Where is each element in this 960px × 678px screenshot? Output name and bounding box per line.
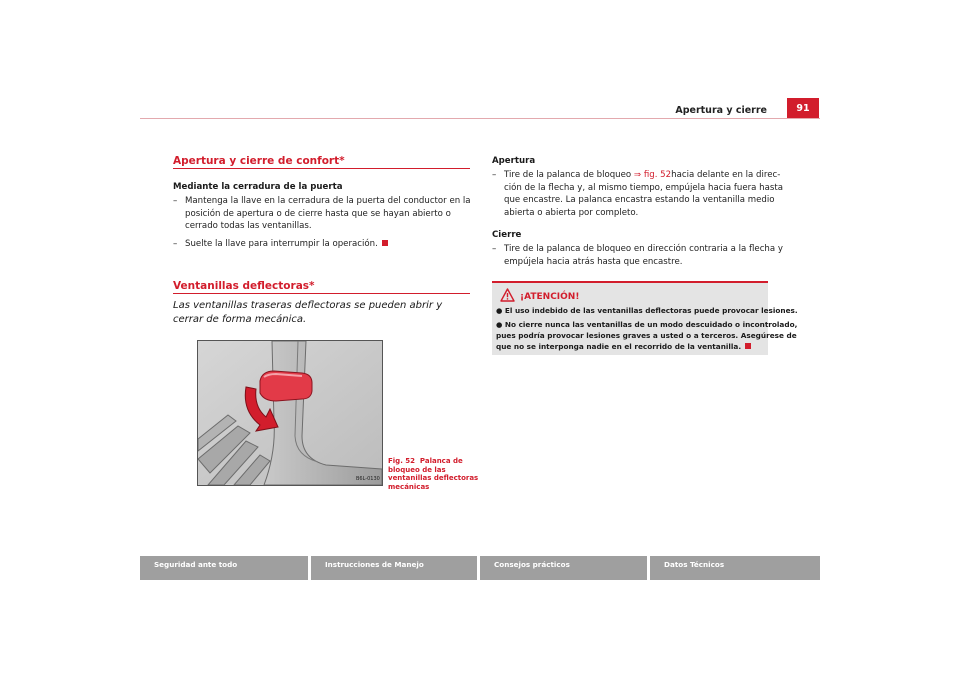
section-divider	[173, 168, 470, 169]
section-divider	[173, 293, 470, 294]
lever-illustration-icon	[198, 341, 382, 485]
item-text: hacia delante en la direc-	[671, 170, 781, 180]
warning-triangle-icon	[500, 288, 515, 302]
list-item	[492, 169, 783, 219]
footer-nav	[140, 556, 820, 580]
footer-tab-consejos[interactable]: Consejos prácticos	[480, 556, 647, 580]
list-item	[173, 238, 473, 251]
warning-title: ¡ATENCIÓN!	[520, 292, 580, 302]
page-number: 91	[787, 98, 819, 118]
section-heading-ventanillas: Ventanillas deflectoras*	[173, 280, 315, 292]
figure-lever-illustration	[197, 340, 383, 486]
bullet-icon: ●	[496, 306, 503, 315]
figure-reference-link[interactable]: fig. 52	[643, 170, 672, 180]
subheading-apertura: Apertura	[492, 156, 536, 166]
dash-marker: –	[492, 244, 497, 254]
bullet-icon: ●	[496, 320, 503, 329]
footer-tab-instrucciones[interactable]: Instrucciones de Manejo	[311, 556, 477, 580]
figure-caption-text: Palanca de bloqueo de las ventanillas deflectoras mecánicas	[388, 457, 479, 491]
list-item-text: Suelte la llave para interrumpir la operación.	[185, 239, 378, 249]
figure-caption	[388, 457, 483, 491]
list-item	[173, 195, 473, 233]
header-divider	[140, 118, 820, 119]
item-text-line: abierta o abierta por completo.	[504, 207, 639, 218]
warning-line: que no se interponga nadie en el recorrido de la ventanilla.	[496, 342, 742, 351]
warning-line: El uso indebido de las ventanillas deflectoras puede provocar lesiones.	[504, 306, 798, 315]
item-text-line: empújela hacia atrás hasta que encastre.	[504, 256, 683, 267]
end-of-section-icon	[745, 343, 751, 349]
dash-marker: –	[492, 170, 497, 180]
running-header-title: Apertura y cierre	[675, 105, 767, 116]
item-text-line: Tire de la palanca de bloqueo en dirección contraria a la flecha y	[504, 244, 783, 254]
section-intro: Las ventanillas traseras deflectoras se pueden abrir y cerrar de forma mecánica.	[173, 300, 443, 325]
footer-tab-seguridad[interactable]: Seguridad ante todo	[140, 556, 308, 580]
item-text-line: ción de la flecha y, al mismo tiempo, empújela hacia fuera hasta	[504, 182, 783, 193]
dash-marker: –	[173, 196, 178, 206]
item-text-line: que encastre. La palanca encastra estando la ventanilla medio	[504, 195, 775, 206]
subheading-cerradura: Mediante la cerradura de la puerta	[173, 182, 343, 192]
figure-caption-label: Fig. 52	[388, 457, 416, 465]
warning-line: No cierre nunca las ventanillas de un modo descuidado o incontrolado,	[504, 320, 798, 329]
section-heading-confort: Apertura y cierre de confort*	[173, 155, 345, 167]
figure-code: B6L-0130	[356, 476, 380, 482]
warning-line: pues podría provocar lesiones graves a usted o a terceros. Asegúrese de	[496, 331, 797, 340]
list-item	[492, 243, 783, 268]
list-item-text: Mantenga la llave en la cerradura de la puerta del conductor en la posición de apertura o de cierre hasta que se hayan abierto o cerrado todas las ventanillas.	[185, 196, 471, 232]
subheading-cierre: Cierre	[492, 230, 522, 240]
arrow-right-icon: ⇒	[633, 170, 642, 180]
dash-marker: –	[173, 239, 178, 249]
item-text: Tire de la palanca de bloqueo	[504, 170, 632, 180]
end-of-section-icon	[382, 240, 388, 246]
footer-tab-datos[interactable]: Datos Técnicos	[650, 556, 820, 580]
